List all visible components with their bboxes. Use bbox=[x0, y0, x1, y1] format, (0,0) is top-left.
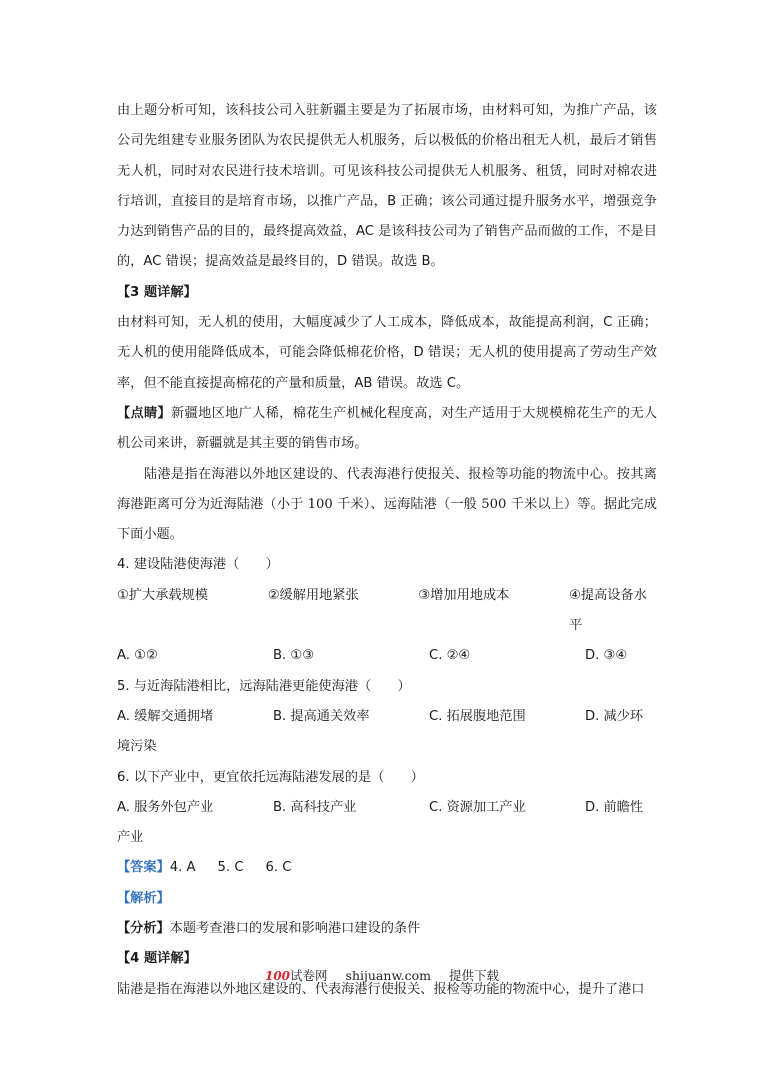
fenxi-text: 本题考查港口的发展和影响港口建设的条件 bbox=[169, 921, 421, 937]
q4-item-1: ①扩大承载规模 bbox=[117, 587, 208, 603]
site-logo: 100 bbox=[264, 969, 291, 983]
material-paragraph: 陆港是指在海港以外地区建设的、代表海港行使报关、报检等功能的物流中心。按其离海港距离可分为近海陆港（小于 100 千米）、远海陆港（一般 500 千米以上）等。据此完成下面小题。 bbox=[117, 466, 657, 543]
analysis-paragraph-q3: 由材料可知，无人机的使用，大幅度减少了人工成本，降低成本，故能提高利润，C 正确；无人机的使用能降低成本，可能会降低棉花价格，D 错误；无人机的使用提高了劳动生产效率，但不能直接提高棉花的产量和质量，AB 错误。故选 C。 bbox=[117, 315, 657, 391]
analysis-paragraph-q2: 由上题分析可知，该科技公司入驻新疆主要是为了拓展市场，由材料可知，为推广产品，该公司先组建专业服务团队为农民提供无人机服务，后以极低的价格出租无人机，最后才销售无人机，同时对农民进行技术培训。可见该科技公司提供无人机服务、租赁，同时对棉农进行培训，直接目的是培育市场，以推广产品，B 正确；该公司通过提升服务水平，增强竞争力达到销售产品的目的，最终提高效益，AC 是该科技公司为了销售产品而做的工作，不是目的，AC 错误；提高效益是最终目的，D 错误。故选 B。 bbox=[117, 103, 657, 270]
q4-item-2: ②缓解用地紧张 bbox=[267, 587, 359, 603]
q5-option-c: C. 拓展腹地范围 bbox=[429, 708, 526, 724]
document-body bbox=[117, 96, 657, 1005]
dianjing-paragraph bbox=[117, 399, 657, 460]
q6-option-d-wrap: 产业 bbox=[117, 830, 144, 846]
question-5-options bbox=[117, 702, 657, 732]
dianjing-text: 新疆地区地广人稀，棉花生产机械化程度高，对生产适用于大规模棉花生产的无人机公司来讲，新疆就是其主要的销售市场。 bbox=[117, 405, 658, 452]
q5-option-d: D. 减少环 bbox=[585, 708, 644, 724]
q4-option-a: A. ①② bbox=[117, 648, 158, 664]
answer-4: 4. A bbox=[169, 860, 196, 876]
question-5-stem: 5. 与近海陆港相比，远海陆港更能使海港（ ） bbox=[117, 678, 411, 694]
fenxi-tag: 【分析】 bbox=[117, 921, 170, 937]
q4-detail-heading: 【4 题详解】 bbox=[117, 951, 197, 967]
q6-option-b: B. 高科技产业 bbox=[273, 799, 357, 815]
q4-option-c: C. ②④ bbox=[429, 648, 471, 664]
q5-option-d-wrap: 境污染 bbox=[117, 739, 157, 755]
q5-option-b: B. 提高通关效率 bbox=[273, 708, 370, 724]
question-4-options bbox=[117, 641, 657, 671]
q6-option-a: A. 服务外包产业 bbox=[117, 799, 214, 815]
fenxi-paragraph bbox=[117, 914, 657, 944]
answer-5: 5. C bbox=[217, 860, 244, 876]
q4-option-d: D. ③④ bbox=[585, 648, 628, 664]
page-footer bbox=[0, 966, 764, 984]
site-name: 试卷网 bbox=[290, 968, 328, 983]
q5-option-a: A. 缓解交通拥堵 bbox=[117, 708, 214, 724]
site-domain[interactable]: shijuanw.com bbox=[345, 968, 432, 983]
q4-item-3: ③增加用地成本 bbox=[418, 587, 510, 603]
question-4-stem: 4. 建设陆港使海港（ ） bbox=[117, 557, 279, 573]
q6-option-d: D. 前瞻性 bbox=[585, 799, 644, 815]
download-text: 提供下载 bbox=[449, 968, 500, 983]
q6-option-c: C. 资源加工产业 bbox=[429, 799, 526, 815]
question-6-options bbox=[117, 793, 657, 823]
answer-tag: 【答案】 bbox=[117, 860, 170, 876]
question-4-items bbox=[117, 581, 657, 642]
q3-detail-heading: 【3 题详解】 bbox=[117, 284, 197, 300]
analysis-paragraph-q4: 陆港是指在海港以外地区建设的、代表海港行使报关、报检等功能的物流中心，提升了港口 bbox=[117, 981, 645, 997]
q4-item-4: ④提高设备水平 bbox=[569, 587, 647, 634]
question-6-stem: 6. 以下产业中，更宜依托远海陆港发展的是（ ） bbox=[117, 769, 424, 785]
dianjing-tag: 【点睛】 bbox=[117, 405, 172, 421]
answer-line bbox=[117, 853, 657, 883]
analysis-tag: 【解析】 bbox=[117, 890, 170, 906]
answer-6: 6. C bbox=[265, 860, 292, 876]
q4-option-b: B. ①③ bbox=[273, 648, 315, 664]
